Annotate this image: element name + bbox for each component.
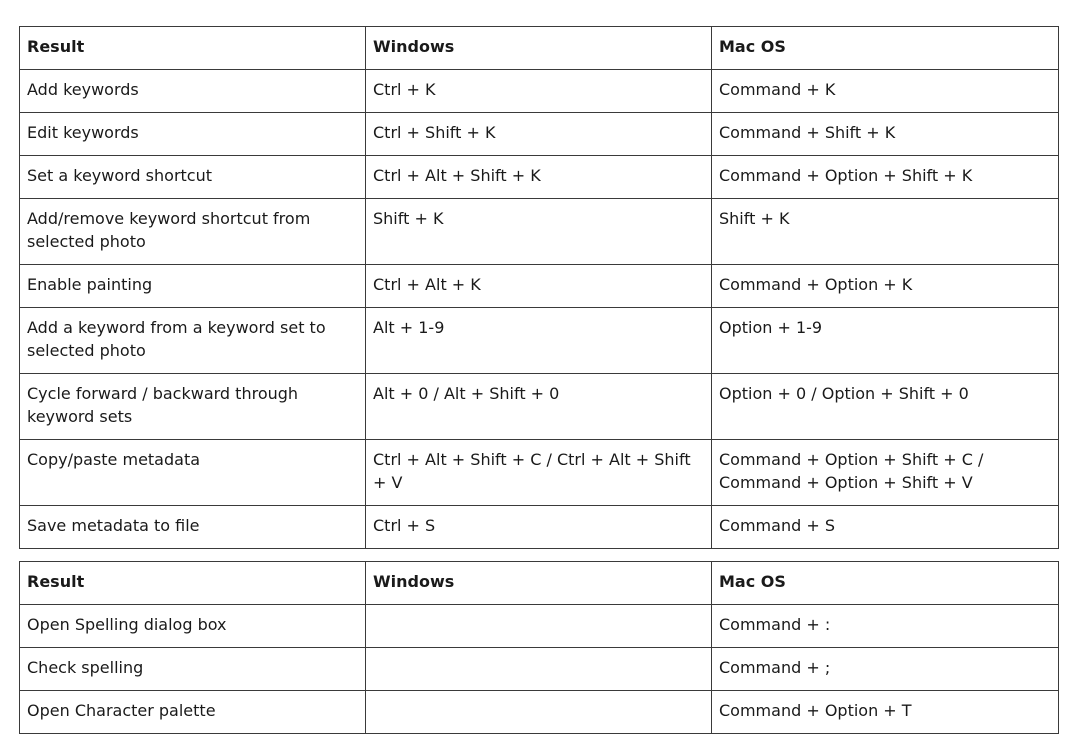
cell-macos: Command + K (712, 70, 1059, 113)
cell-result: Add/remove keyword shortcut from selected photo (20, 199, 366, 265)
cell-windows: Ctrl + K (366, 70, 712, 113)
cell-result: Copy/paste metadata (20, 440, 366, 506)
cell-windows (366, 648, 712, 691)
cell-macos: Option + 0 / Option + Shift + 0 (712, 374, 1059, 440)
cell-result: Edit keywords (20, 113, 366, 156)
shortcuts-table-keywords (19, 26, 1059, 549)
table-row (20, 648, 1059, 691)
cell-windows: Shift + K (366, 199, 712, 265)
cell-result: Open Spelling dialog box (20, 605, 366, 648)
cell-macos: Command + Option + Shift + C / Command + Option + Shift + V (712, 440, 1059, 506)
header-macos: Mac OS (712, 562, 1059, 605)
cell-windows: Alt + 1-9 (366, 308, 712, 374)
header-windows: Windows (366, 562, 712, 605)
cell-windows: Ctrl + Alt + Shift + K (366, 156, 712, 199)
table-row (20, 156, 1059, 199)
cell-macos: Command + Option + T (712, 691, 1059, 734)
table-row (20, 691, 1059, 734)
cell-macos: Command + : (712, 605, 1059, 648)
header-windows: Windows (366, 27, 712, 70)
header-result: Result (20, 562, 366, 605)
cell-result: Cycle forward / backward through keyword sets (20, 374, 366, 440)
cell-macos: Command + S (712, 506, 1059, 549)
cell-windows: Ctrl + Alt + Shift + C / Ctrl + Alt + Shift + V (366, 440, 712, 506)
cell-windows: Ctrl + S (366, 506, 712, 549)
table-row (20, 605, 1059, 648)
cell-result: Check spelling (20, 648, 366, 691)
table-row (20, 506, 1059, 549)
cell-macos: Option + 1-9 (712, 308, 1059, 374)
cell-macos: Command + Shift + K (712, 113, 1059, 156)
cell-result: Set a keyword shortcut (20, 156, 366, 199)
table-header-row (20, 27, 1059, 70)
cell-windows (366, 605, 712, 648)
cell-result: Enable painting (20, 265, 366, 308)
cell-windows (366, 691, 712, 734)
table-header-row (20, 562, 1059, 605)
shortcuts-table-spelling (19, 561, 1059, 734)
cell-result: Open Character palette (20, 691, 366, 734)
table-row (20, 70, 1059, 113)
cell-result: Add keywords (20, 70, 366, 113)
cell-windows: Ctrl + Shift + K (366, 113, 712, 156)
cell-result: Save metadata to file (20, 506, 366, 549)
cell-macos: Command + Option + K (712, 265, 1059, 308)
cell-macos: Shift + K (712, 199, 1059, 265)
table-row (20, 199, 1059, 265)
cell-macos: Command + ; (712, 648, 1059, 691)
cell-windows: Alt + 0 / Alt + Shift + 0 (366, 374, 712, 440)
cell-windows: Ctrl + Alt + K (366, 265, 712, 308)
table-row (20, 308, 1059, 374)
table-row (20, 265, 1059, 308)
cell-macos: Command + Option + Shift + K (712, 156, 1059, 199)
header-result: Result (20, 27, 366, 70)
cell-result: Add a keyword from a keyword set to selected photo (20, 308, 366, 374)
table-row (20, 374, 1059, 440)
table-row (20, 440, 1059, 506)
header-macos: Mac OS (712, 27, 1059, 70)
table-row (20, 113, 1059, 156)
